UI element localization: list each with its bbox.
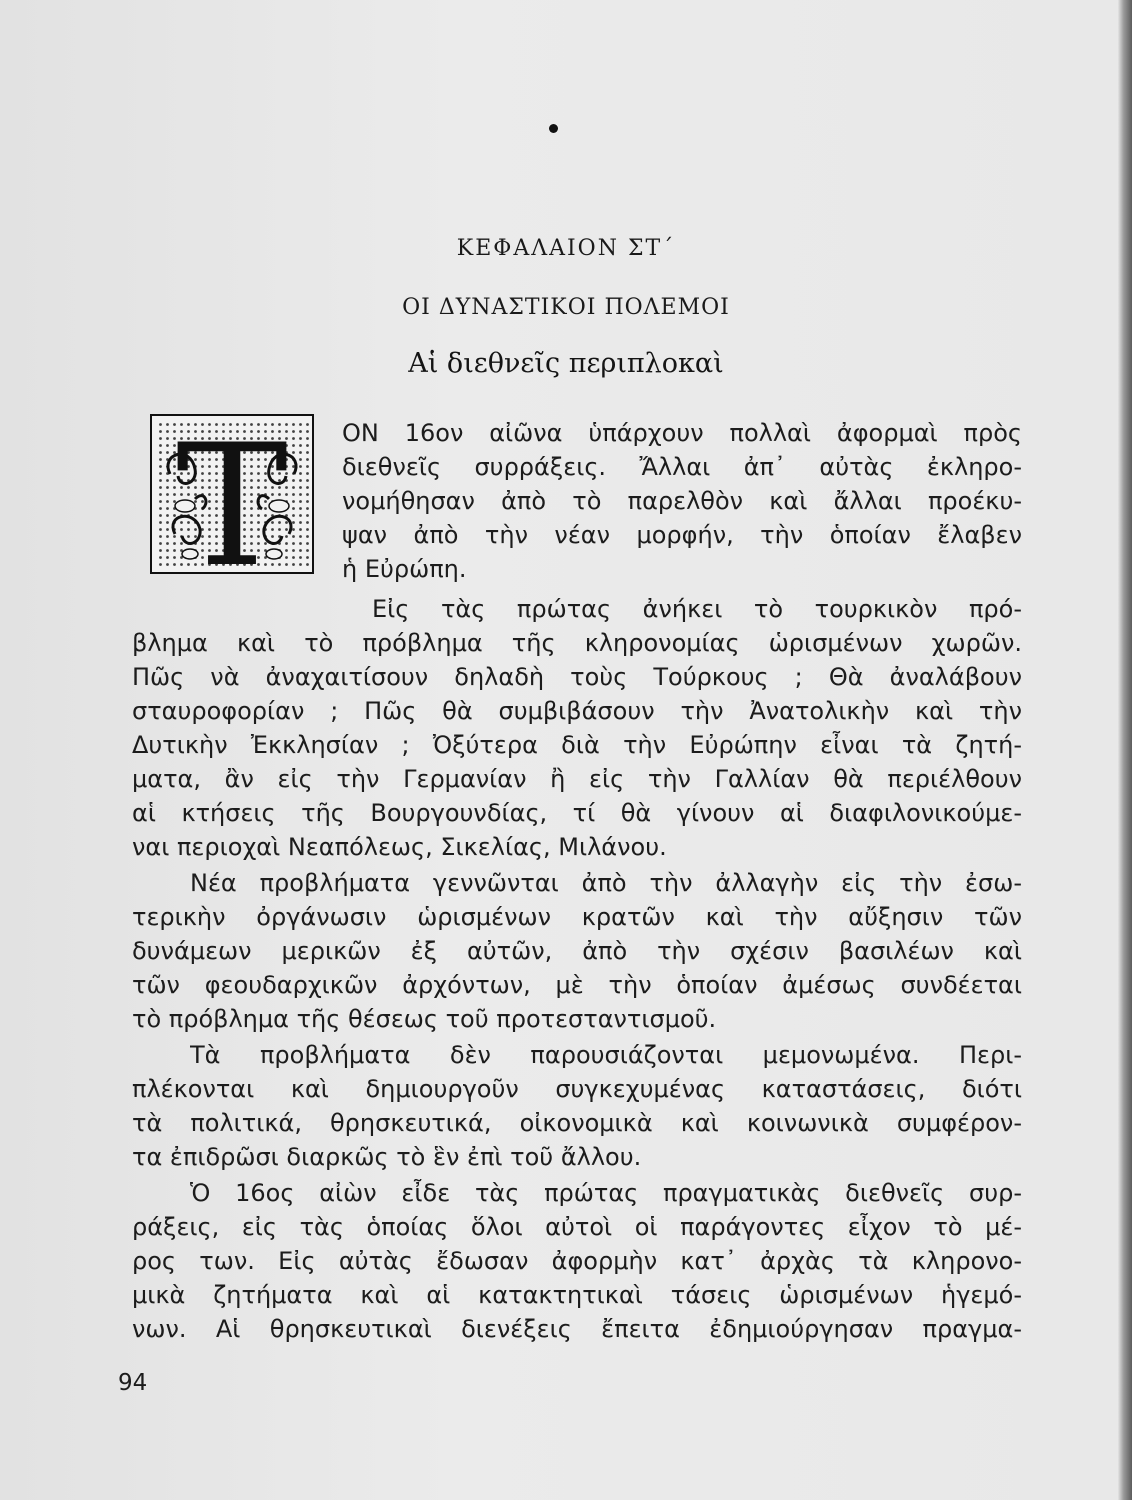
drop-cap-letter: Τ (175, 414, 289, 574)
text-line: Εἰς τὰς πρώτας ἀνήκει τὸ τουρκικὸν πρό- (372, 595, 1022, 623)
chapter-heading: ΚΕΦΑΛΑΙΟΝ ΣΤ΄ (456, 236, 676, 261)
text-line: Νέα προβλήματα γεννῶνται ἀπὸ τὴν ἀλλαγὴν εἰς τὴν ἐσω- (190, 869, 1022, 897)
text-line: ματα, ἂν εἰς τὴν Γερμανίαν ἢ εἰς τὴν Γαλλίαν θὰ περιέλθουν (132, 765, 1022, 793)
text-line: ἡ Εὐρώπη. (342, 555, 467, 583)
text-line: νομήθησαν ἀπὸ τὸ παρελθὸν καὶ ἄλλαι προέκυ- (342, 487, 1022, 515)
section-subtitle: Αἱ διεθνεῖς περιπλοκαὶ (408, 348, 724, 379)
text-line: μικὰ ζητήματα καὶ αἱ κατακτητικαὶ τάσεις ὡρισμένων ἡγεμό- (132, 1281, 1022, 1309)
text-line: Ὁ 16ος αἰὼν εἶδε τὰς πρώτας πραγματικὰς διεθνεῖς συρ- (190, 1179, 1022, 1207)
text-line: Δυτικὴν Ἐκκλησίαν ; Ὀξύτερα διὰ τὴν Εὐρώπην εἶναι τὰ ζητή- (132, 731, 1022, 759)
ornament-dot (549, 124, 558, 133)
chapter-title: ΟΙ ΔΥΝΑΣΤΙΚΟΙ ΠΟΛΕΜΟΙ (402, 295, 730, 320)
text-line: τὸ πρόβλημα τῆς θέσεως τοῦ προτεσταντισμοῦ. (132, 1005, 717, 1033)
text-line: ΟΝ 16ον αἰῶνα ὑπάρχουν πολλαὶ ἀφορμαὶ πρὸς (342, 419, 1022, 447)
text-line: τερικὴν ὀργάνωσιν ὡρισμένων κρατῶν καὶ τὴν αὔξησιν τῶν (132, 903, 1022, 931)
text-line: τῶν φεουδαρχικῶν ἀρχόντων, μὲ τὴν ὁποίαν ἀμέσως συνδέεται (132, 971, 1022, 999)
text-line: τὰ πολιτικά, θρησκευτικά, οἰκονομικὰ καὶ κοινωνικὰ συμφέρον- (132, 1109, 1022, 1137)
text-line: δυνάμεων μερικῶν ἐξ αὐτῶν, ἀπὸ τὴν σχέσιν βασιλέων καὶ (132, 937, 1022, 965)
text-line: νων. Αἱ θρησκευτικαὶ διενέξεις ἔπειτα ἐδημιούργησαν πραγμα- (132, 1315, 1022, 1343)
text-line: ρος των. Εἰς αὐτὰς ἔδωσαν ἀφορμὴν κατ᾽ ἀρχὰς τὰ κληρονο- (132, 1247, 1022, 1275)
page-number: 94 (118, 1370, 148, 1396)
text-line: πλέκονται καὶ δημιουργοῦν συγκεχυμένας καταστάσεις, διότι (132, 1075, 1022, 1103)
text-line: αἱ κτήσεις τῆς Βουργουνδίας, τί θὰ γίνουν αἱ διαφιλονικούμε- (132, 799, 1022, 827)
text-line: βλημα καὶ τὸ πρόβλημα τῆς κληρονομίας ὡρισμένων χωρῶν. (132, 629, 1022, 657)
text-line: σταυροφορίαν ; Πῶς θὰ συμβιβάσουν τὴν Ἀνατολικὴν καὶ τὴν (132, 697, 1022, 725)
page-edge-shadow (1118, 0, 1132, 1500)
text-line: Τὰ προβλήματα δὲν παρουσιάζονται μεμονωμένα. Περι- (190, 1041, 1022, 1069)
decorated-initial (150, 414, 314, 574)
text-line: τα ἐπιδρῶσι διαρκῶς τὸ ἓν ἐπὶ τοῦ ἄλλου. (132, 1143, 642, 1171)
text-line: ναι περιοχαὶ Νεαπόλεως, Σικελίας, Μιλάνου. (132, 833, 667, 861)
text-line: ψαν ἀπὸ τὴν νέαν μορφήν, τὴν ὁποίαν ἔλαβεν (342, 521, 1022, 549)
text-line: Πῶς νὰ ἀναχαιτίσουν δηλαδὴ τοὺς Τούρκους ; Θὰ ἀναλάβουν (132, 663, 1022, 691)
text-line: διεθνεῖς συρράξεις. Ἄλλαι ἀπ᾽ αὐτὰς ἐκληρο- (342, 453, 1022, 481)
text-line: ράξεις, εἰς τὰς ὁποίας ὅλοι αὐτοὶ οἱ παράγοντες εἶχον τὸ μέ- (132, 1213, 1022, 1241)
